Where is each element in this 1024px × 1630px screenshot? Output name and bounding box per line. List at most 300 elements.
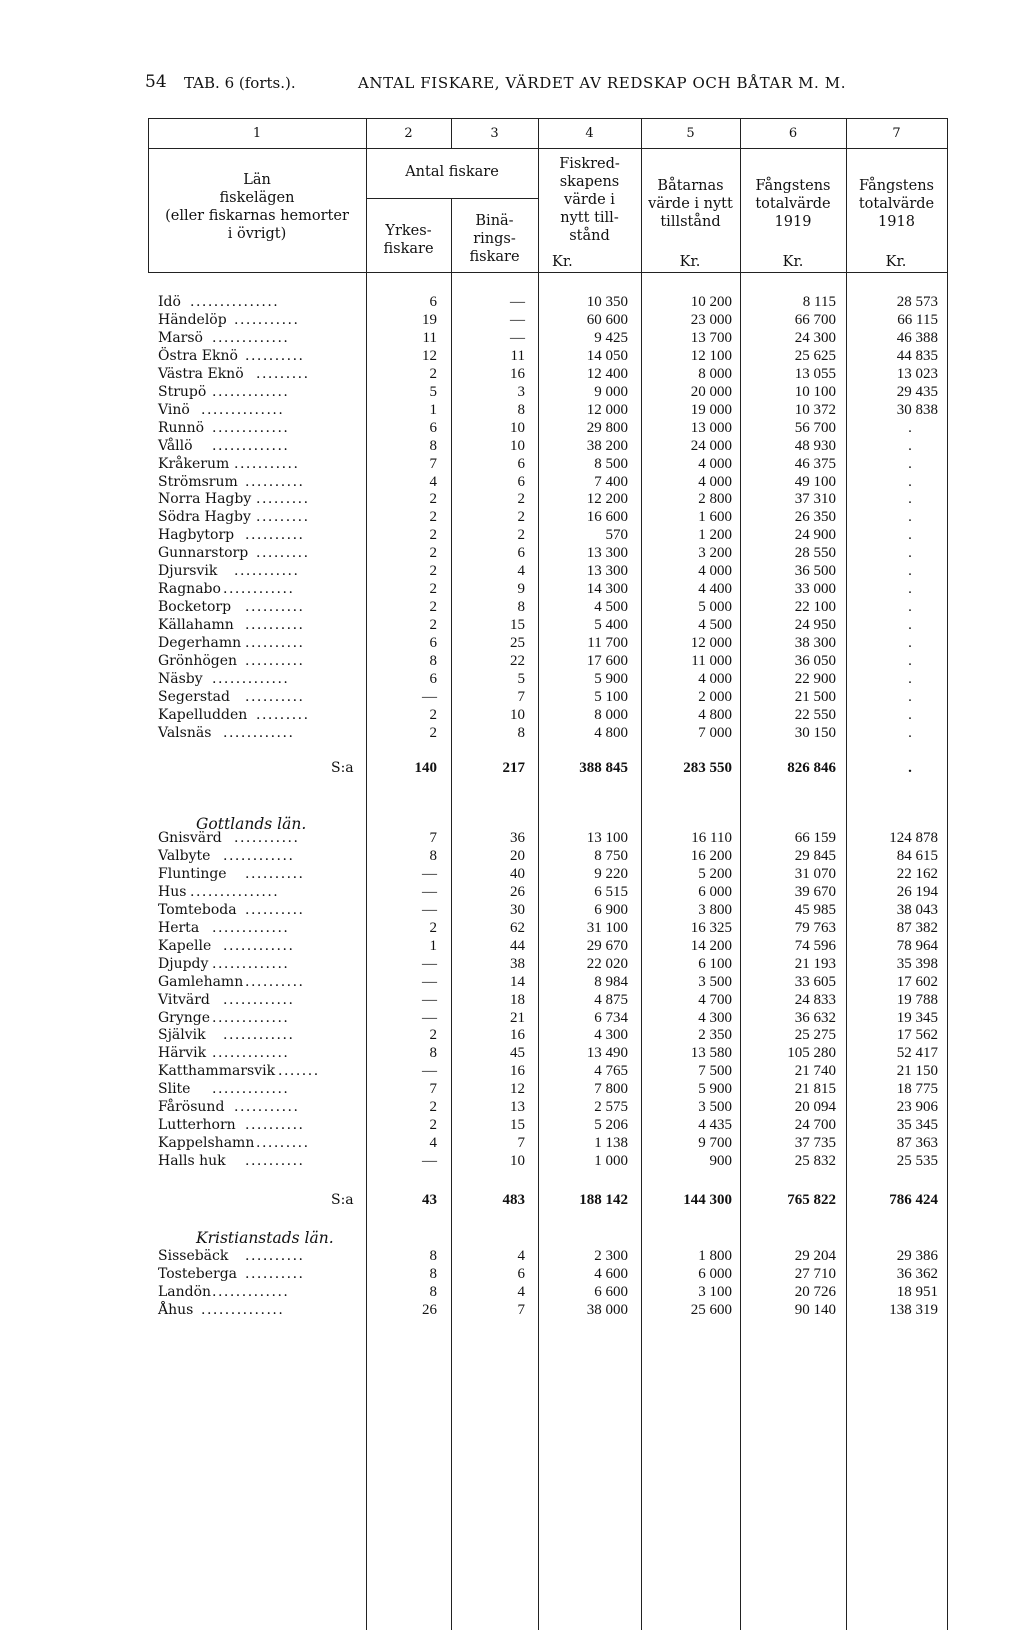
header-bottom-rule bbox=[148, 272, 948, 273]
dot-leader: ............. bbox=[212, 919, 290, 936]
row-label: Källahamn bbox=[158, 617, 234, 634]
table-cell: 22 bbox=[510, 653, 525, 669]
dot-leader: .......... bbox=[245, 473, 305, 490]
table-cell: 2 bbox=[429, 599, 437, 616]
table-cell: 9 bbox=[517, 581, 525, 598]
column-number: 6 bbox=[788, 126, 798, 141]
table-cell: 36 632 bbox=[794, 1009, 836, 1026]
row-label: Hus bbox=[158, 883, 187, 900]
table-cell: 4 bbox=[429, 473, 437, 490]
row-label: Grönhögen bbox=[158, 653, 238, 669]
table-cell: 7 bbox=[429, 455, 437, 472]
table-cell: 30 150 bbox=[794, 724, 836, 741]
table-cell: 8 bbox=[429, 653, 437, 669]
antal-fiskare-rule bbox=[366, 198, 538, 199]
table-cell: 33 605 bbox=[794, 973, 836, 990]
table-cell: 2 bbox=[429, 491, 437, 508]
table-cell: 14 200 bbox=[690, 937, 732, 954]
row-label: Segerstad bbox=[158, 688, 230, 705]
header-line: stånd bbox=[569, 228, 610, 244]
row-label: Självik bbox=[158, 1027, 206, 1044]
header-line: Fångstens bbox=[755, 178, 831, 194]
dot-leader: ............. bbox=[212, 1081, 290, 1098]
row-label: Åhus bbox=[158, 1301, 194, 1318]
table-cell: 11 bbox=[422, 329, 437, 346]
table-cell: . bbox=[908, 455, 912, 472]
row-label: Runnö bbox=[158, 419, 205, 436]
table-cell: 4 bbox=[517, 1248, 525, 1264]
dot-leader: .......... bbox=[245, 1153, 305, 1170]
dot-leader: ....... bbox=[278, 1063, 320, 1080]
table-reference: TAB. 6 (forts.). bbox=[184, 74, 296, 92]
row-label: Degerhamn bbox=[158, 635, 242, 652]
table-cell: 8 500 bbox=[594, 455, 628, 472]
row-label: Slite bbox=[158, 1081, 191, 1098]
table-cell: — bbox=[422, 1063, 437, 1080]
table-cell: 4 bbox=[517, 563, 525, 580]
table-cell: 66 700 bbox=[794, 311, 836, 328]
header-line: totalvärde bbox=[858, 196, 935, 212]
table-cell: . bbox=[908, 581, 912, 598]
table-cell: 24 700 bbox=[794, 1117, 836, 1134]
table-cell: 2 bbox=[429, 1117, 437, 1134]
table-cell: 21 193 bbox=[794, 955, 836, 972]
header-line: fiskare bbox=[383, 241, 434, 257]
table-cell: 24 000 bbox=[690, 437, 732, 454]
table-cell: 5 900 bbox=[594, 670, 628, 687]
table-cell: 6 bbox=[517, 545, 525, 562]
table-cell: 1 200 bbox=[698, 527, 732, 544]
table-cell: 8 bbox=[517, 724, 525, 741]
header-line: Län bbox=[243, 172, 271, 188]
table-cell: 2 575 bbox=[594, 1099, 628, 1116]
table-cell: 10 bbox=[510, 1153, 525, 1170]
dot-leader: ............. bbox=[212, 383, 290, 400]
table-cell: 10 200 bbox=[690, 294, 732, 310]
table-cell: 18 775 bbox=[896, 1081, 938, 1098]
table-cell: 19 345 bbox=[896, 1009, 938, 1026]
table-cell: 11 000 bbox=[691, 653, 732, 669]
header-line: totalvärde bbox=[755, 196, 831, 212]
table-cell: 5 400 bbox=[594, 617, 628, 634]
table-cell: 2 350 bbox=[698, 1027, 732, 1044]
table-cell: 37 310 bbox=[794, 491, 836, 508]
table-cell: — bbox=[422, 973, 437, 990]
dot-leader: ............ bbox=[223, 847, 295, 864]
table-cell: 3 bbox=[517, 383, 525, 400]
table-cell: 16 110 bbox=[691, 830, 732, 846]
table-cell: 29 204 bbox=[794, 1248, 836, 1264]
table-cell: 19 788 bbox=[896, 991, 938, 1008]
row-label: Lutterhorn bbox=[158, 1117, 236, 1134]
table-cell: 8 bbox=[429, 437, 437, 454]
table-cell: 4 700 bbox=[698, 991, 732, 1008]
table-cell: 11 700 bbox=[587, 635, 628, 652]
table-cell: 10 bbox=[510, 437, 525, 454]
table-cell: 87 382 bbox=[896, 919, 938, 936]
table-cell: 2 bbox=[429, 581, 437, 598]
table-cell: 6 bbox=[517, 473, 525, 490]
dot-leader: ............. bbox=[212, 437, 290, 454]
table-cell: 124 878 bbox=[889, 830, 938, 846]
table-cell: 39 670 bbox=[794, 883, 836, 900]
table-cell: 16 200 bbox=[690, 847, 732, 864]
row-label: Ragnabo bbox=[158, 581, 221, 598]
table-cell: 46 388 bbox=[896, 329, 938, 346]
table-cell: — bbox=[422, 1009, 437, 1026]
table-cell: 5 bbox=[429, 383, 437, 400]
row-label: Vitvärd bbox=[158, 991, 210, 1008]
header-yrkesfiskare bbox=[366, 222, 451, 258]
sum-cell: . bbox=[908, 760, 912, 776]
dot-leader: .......... bbox=[245, 347, 305, 364]
table-cell: . bbox=[908, 563, 912, 580]
table-cell: . bbox=[908, 706, 912, 723]
table-cell: 570 bbox=[605, 527, 628, 544]
dot-leader: .............. bbox=[201, 1301, 285, 1318]
row-label: Östra Eknö bbox=[158, 347, 238, 364]
table-cell: 10 bbox=[510, 419, 525, 436]
table-cell: 2 bbox=[429, 724, 437, 741]
table-cell: 29 800 bbox=[586, 419, 628, 436]
dot-leader: ............. bbox=[212, 1009, 290, 1026]
table-cell: 7 bbox=[517, 1301, 525, 1318]
table-cell: 31 100 bbox=[586, 919, 628, 936]
dot-leader: .............. bbox=[201, 401, 285, 418]
table-cell: 4 300 bbox=[698, 1009, 732, 1026]
table-cell: 10 100 bbox=[794, 383, 836, 400]
row-label: Tosteberga bbox=[158, 1265, 238, 1282]
table-cell: 22 900 bbox=[794, 670, 836, 687]
table-cell: 36 362 bbox=[896, 1265, 938, 1282]
dot-leader: .......... bbox=[245, 1265, 305, 1282]
row-label: Djursvik bbox=[158, 563, 218, 580]
table-cell: 14 300 bbox=[586, 581, 628, 598]
table-cell: 6 bbox=[429, 294, 437, 310]
table-cell: 4 875 bbox=[594, 991, 628, 1008]
table-cell: 40 bbox=[510, 865, 525, 882]
column-number: 5 bbox=[686, 126, 695, 141]
table-cell: 14 050 bbox=[586, 347, 628, 364]
table-cell: 2 bbox=[429, 617, 437, 634]
table-cell: 3 200 bbox=[698, 545, 732, 562]
table-cell: 8 bbox=[517, 401, 525, 418]
table-cell: 2 bbox=[429, 1027, 437, 1044]
table-cell: 6 600 bbox=[594, 1283, 628, 1300]
table-cell: 21 815 bbox=[794, 1081, 836, 1098]
header-line: Yrkes- bbox=[385, 223, 432, 239]
header-line: 1918 bbox=[878, 214, 915, 230]
table-cell: 79 763 bbox=[794, 919, 836, 936]
row-label: Härvik bbox=[158, 1045, 207, 1062]
table-cell: 24 833 bbox=[794, 991, 836, 1008]
table-cell: 6 bbox=[517, 455, 525, 472]
table-cell: 13 700 bbox=[690, 329, 732, 346]
header-line: (eller fiskarnas hemorter bbox=[165, 208, 349, 224]
sum-cell: 217 bbox=[502, 760, 525, 776]
dot-leader: ........... bbox=[234, 830, 300, 846]
header-line: Båtarnas bbox=[657, 178, 724, 194]
dot-leader: .......... bbox=[245, 617, 305, 634]
unit-kr: Kr. bbox=[679, 254, 701, 270]
table-cell: 38 000 bbox=[586, 1301, 628, 1318]
table-cell: 15 bbox=[510, 1117, 525, 1134]
table-cell: 8 bbox=[429, 1265, 437, 1282]
dot-leader: ......... bbox=[256, 706, 310, 723]
table-cell: 2 300 bbox=[594, 1248, 628, 1264]
table-cell: 36 bbox=[510, 830, 525, 846]
dot-leader: .......... bbox=[245, 599, 305, 616]
dot-leader: ............... bbox=[190, 883, 280, 900]
dot-leader: .......... bbox=[245, 973, 305, 990]
table-cell: 38 200 bbox=[586, 437, 628, 454]
table-cell: 4 000 bbox=[698, 455, 732, 472]
table-cell: 26 194 bbox=[896, 883, 938, 900]
table-cell: 6 bbox=[429, 635, 437, 652]
table-cell: . bbox=[908, 527, 912, 544]
table-cell: 6 bbox=[517, 1265, 525, 1282]
dot-leader: ............. bbox=[212, 955, 290, 972]
table-cell: 66 115 bbox=[897, 311, 938, 328]
header-binaringsfiskare bbox=[451, 212, 538, 266]
table-cell: 4 000 bbox=[698, 563, 732, 580]
table-cell: 4 800 bbox=[698, 706, 732, 723]
table-cell: 4 300 bbox=[594, 1027, 628, 1044]
table-cell: 17 602 bbox=[896, 973, 938, 990]
table-cell: 6 bbox=[429, 670, 437, 687]
table-cell: 37 735 bbox=[794, 1135, 836, 1152]
table-cell: . bbox=[908, 437, 912, 454]
table-cell: 6 734 bbox=[594, 1009, 628, 1026]
dot-leader: .......... bbox=[245, 653, 305, 669]
table-cell: 14 bbox=[510, 973, 525, 990]
table-cell: 24 900 bbox=[794, 527, 836, 544]
table-cell: — bbox=[422, 991, 437, 1008]
column-number-rule bbox=[148, 148, 948, 149]
dot-leader: ............. bbox=[212, 419, 290, 436]
table-cell: 20 bbox=[510, 847, 525, 864]
sum-cell: 826 846 bbox=[787, 760, 836, 776]
table-cell: 60 600 bbox=[586, 311, 628, 328]
table-cell: 8 bbox=[429, 1283, 437, 1300]
table-cell: 4 765 bbox=[594, 1063, 628, 1080]
table-cell: 2 bbox=[429, 509, 437, 526]
row-label: Kråkerum bbox=[158, 455, 230, 472]
table-cell: 9 425 bbox=[594, 329, 628, 346]
table-cell: 7 000 bbox=[698, 724, 732, 741]
table-cell: 18 951 bbox=[896, 1283, 938, 1300]
column-number: 7 bbox=[892, 126, 901, 141]
column-number: 4 bbox=[585, 126, 594, 141]
table-cell: 20 094 bbox=[794, 1099, 836, 1116]
table-cell: 90 140 bbox=[794, 1301, 836, 1318]
dot-leader: ......... bbox=[256, 365, 310, 382]
row-label: Strupö bbox=[158, 383, 207, 400]
page-number: 54 bbox=[145, 72, 167, 92]
header-batarnas-varde bbox=[641, 177, 740, 231]
table-cell: 13 023 bbox=[896, 365, 938, 382]
table-cell: 28 573 bbox=[896, 294, 938, 310]
table-cell: 11 bbox=[510, 347, 525, 364]
table-cell: 9 000 bbox=[594, 383, 628, 400]
table-cell: 16 bbox=[510, 365, 525, 382]
row-label: Händelöp bbox=[158, 311, 227, 328]
dot-leader: ............ bbox=[223, 724, 295, 741]
table-cell: — bbox=[422, 901, 437, 918]
table-cell: 8 000 bbox=[698, 365, 732, 382]
table-cell: 52 417 bbox=[896, 1045, 938, 1062]
row-label: Halls huk bbox=[158, 1153, 226, 1170]
column-number: 1 bbox=[252, 126, 262, 141]
row-label: Hagbytorp bbox=[158, 527, 235, 544]
table-cell: — bbox=[422, 1153, 437, 1170]
table-cell: 16 bbox=[510, 1063, 525, 1080]
header-line: rings- bbox=[473, 231, 516, 247]
table-cell: 87 363 bbox=[896, 1135, 938, 1152]
table-cell: 15 bbox=[510, 617, 525, 634]
table-cell: 12 000 bbox=[690, 635, 732, 652]
table-cell: 20 726 bbox=[794, 1283, 836, 1300]
table-cell: 5 200 bbox=[698, 865, 732, 882]
table-cell: 2 bbox=[429, 919, 437, 936]
column-number: 3 bbox=[490, 126, 499, 141]
table-cell: 13 bbox=[510, 1099, 525, 1116]
header-fangstens-1919 bbox=[740, 177, 846, 231]
dot-leader: ........... bbox=[234, 455, 300, 472]
row-label: Landön bbox=[158, 1283, 212, 1300]
sum-cell: 140 bbox=[414, 760, 437, 776]
header-fangstens-1918 bbox=[846, 177, 947, 231]
header-line: skapens bbox=[559, 174, 620, 190]
table-cell: 35 345 bbox=[896, 1117, 938, 1134]
dot-leader: .......... bbox=[245, 901, 305, 918]
table-cell: 10 350 bbox=[586, 294, 628, 310]
row-label: Katthammarsvik bbox=[158, 1063, 276, 1080]
dot-leader: .......... bbox=[245, 1248, 305, 1264]
table-cell: 45 985 bbox=[794, 901, 836, 918]
table-cell: 22 550 bbox=[794, 706, 836, 723]
header-line: fiskelägen bbox=[219, 190, 295, 206]
table-cell: 2 800 bbox=[698, 491, 732, 508]
dot-leader: ............ bbox=[223, 1027, 295, 1044]
right-border bbox=[947, 118, 948, 1630]
table-cell: 2 bbox=[429, 545, 437, 562]
table-cell: 21 740 bbox=[794, 1063, 836, 1080]
row-label: Näsby bbox=[158, 670, 203, 687]
row-label: Södra Hagby bbox=[158, 509, 251, 526]
table-cell: 4 600 bbox=[594, 1265, 628, 1282]
header-lan bbox=[148, 171, 366, 243]
dot-leader: .......... bbox=[245, 865, 305, 882]
unit-kr: Kr. bbox=[782, 254, 804, 270]
table-cell: 19 000 bbox=[690, 401, 732, 418]
dot-leader: ......... bbox=[256, 1135, 310, 1152]
table-cell: 5 bbox=[517, 670, 525, 687]
table-cell: 2 bbox=[429, 706, 437, 723]
sum-cell: 283 550 bbox=[683, 760, 732, 776]
table-cell: 23 906 bbox=[896, 1099, 938, 1116]
table-cell: — bbox=[510, 311, 525, 328]
table-cell: 10 372 bbox=[794, 401, 836, 418]
table-cell: 6 900 bbox=[594, 901, 628, 918]
table-cell: 8 bbox=[429, 1045, 437, 1062]
unit-kr: Kr. bbox=[552, 254, 573, 270]
sum-cell: 786 424 bbox=[889, 1192, 938, 1208]
table-cell: 6 515 bbox=[594, 883, 628, 900]
table-cell: 7 bbox=[517, 1135, 525, 1152]
dot-leader: ......... bbox=[256, 491, 310, 508]
table-cell: 1 000 bbox=[594, 1153, 628, 1170]
header-line: nytt till- bbox=[560, 210, 619, 226]
table-cell: 7 500 bbox=[698, 1063, 732, 1080]
table-cell: 84 615 bbox=[896, 847, 938, 864]
row-label: Strömsrum bbox=[158, 473, 238, 490]
table-cell: 25 625 bbox=[794, 347, 836, 364]
table-cell: 27 710 bbox=[794, 1265, 836, 1282]
table-cell: 23 000 bbox=[690, 311, 732, 328]
row-label: Gamlehamn bbox=[158, 973, 244, 990]
table-cell: 21 bbox=[510, 1009, 525, 1026]
table-cell: — bbox=[510, 329, 525, 346]
dot-leader: ............ bbox=[223, 581, 295, 598]
dot-leader: ............ bbox=[223, 937, 295, 954]
header-line: 1919 bbox=[774, 214, 812, 230]
row-label: Fårösund bbox=[158, 1099, 225, 1116]
table-cell: 4 500 bbox=[698, 617, 732, 634]
header-line: i övrigt) bbox=[227, 226, 287, 242]
dot-leader: ............. bbox=[212, 1045, 290, 1062]
table-cell: 17 562 bbox=[896, 1027, 938, 1044]
table-cell: 7 800 bbox=[594, 1081, 628, 1098]
table-cell: 5 000 bbox=[698, 599, 732, 616]
row-label: Vållö bbox=[158, 437, 193, 454]
table-cell: 29 386 bbox=[896, 1248, 938, 1264]
table-cell: 3 100 bbox=[698, 1283, 732, 1300]
table-cell: 26 bbox=[422, 1301, 437, 1318]
table-cell: 44 835 bbox=[896, 347, 938, 364]
dot-leader: ............... bbox=[190, 294, 280, 310]
row-label: Djupdy bbox=[158, 955, 209, 972]
table-cell: 8 bbox=[429, 847, 437, 864]
table-cell: 2 bbox=[517, 527, 525, 544]
table-cell: 35 398 bbox=[896, 955, 938, 972]
dot-leader: .......... bbox=[245, 527, 305, 544]
sum-label: S:a bbox=[331, 1192, 354, 1208]
table-cell: . bbox=[908, 688, 912, 705]
row-label: Norra Hagby bbox=[158, 491, 252, 508]
sum-cell: 765 822 bbox=[787, 1192, 836, 1208]
dot-leader: .......... bbox=[245, 1117, 305, 1134]
dot-leader: ............. bbox=[212, 329, 290, 346]
table-cell: 12 200 bbox=[586, 491, 628, 508]
table-cell: — bbox=[422, 883, 437, 900]
table-cell: 22 020 bbox=[586, 955, 628, 972]
table-cell: 12 bbox=[422, 347, 437, 364]
table-cell: 2 bbox=[517, 491, 525, 508]
row-label: Valbyte bbox=[158, 847, 211, 864]
table-cell: 16 325 bbox=[690, 919, 732, 936]
table-cell: 1 138 bbox=[594, 1135, 628, 1152]
table-cell: . bbox=[908, 509, 912, 526]
table-cell: 5 206 bbox=[594, 1117, 628, 1134]
row-label: Vinö bbox=[158, 401, 190, 418]
table-cell: 13 000 bbox=[690, 419, 732, 436]
table-cell: . bbox=[908, 491, 912, 508]
row-label: Gnisvärd bbox=[158, 830, 222, 846]
table-cell: 62 bbox=[510, 919, 525, 936]
table-cell: 2 bbox=[429, 1099, 437, 1116]
table-cell: 4 435 bbox=[698, 1117, 732, 1134]
